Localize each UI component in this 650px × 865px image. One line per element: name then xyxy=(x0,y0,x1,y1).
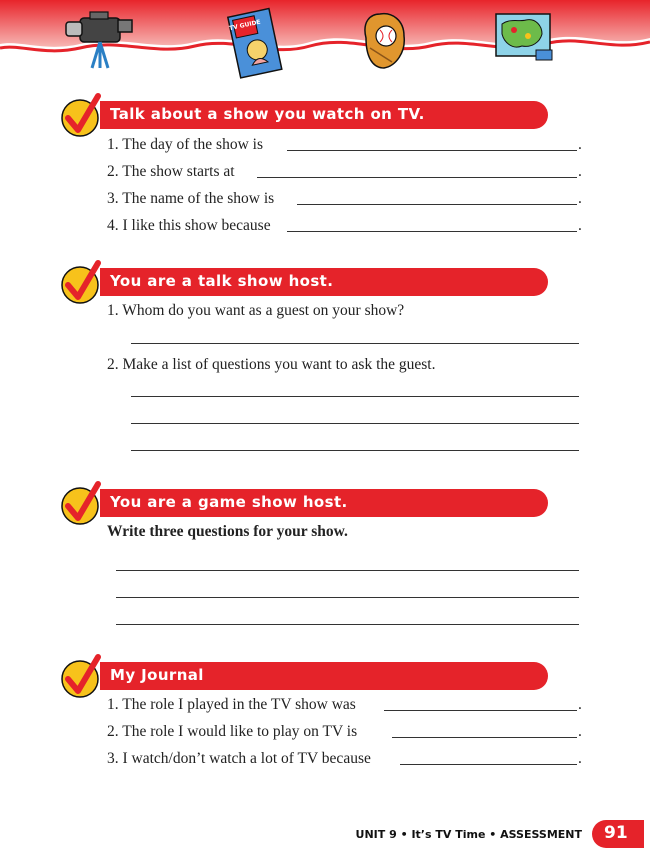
section-header xyxy=(100,489,548,517)
answer-line[interactable] xyxy=(287,150,577,151)
period: . xyxy=(578,136,582,153)
answer-line[interactable] xyxy=(257,177,577,178)
period: . xyxy=(578,750,582,767)
period: . xyxy=(578,163,582,180)
answer-line[interactable] xyxy=(400,764,577,765)
journal-item-3: 3. I watch/don’t watch a lot of TV because xyxy=(107,750,371,767)
period: . xyxy=(578,217,582,234)
period: . xyxy=(578,696,582,713)
checkmark-icon xyxy=(56,480,104,526)
section-title: Talk about a show you watch on TV. xyxy=(110,105,425,123)
question-1: 1. The day of the show is xyxy=(107,136,263,153)
answer-line[interactable] xyxy=(131,343,579,344)
checkmark-icon xyxy=(56,259,104,305)
question-1: 1. Whom do you want as a guest on your show? xyxy=(107,302,405,319)
period: . xyxy=(578,190,582,207)
answer-line[interactable] xyxy=(131,423,579,424)
period: . xyxy=(578,723,582,740)
page-number-badge xyxy=(592,820,644,848)
tv-guide-label: TV GUIDE xyxy=(228,18,262,33)
section-title: You are a talk show host. xyxy=(110,272,334,290)
instruction: Write three questions for your show. xyxy=(107,523,348,540)
map-icon xyxy=(492,10,556,64)
question-4: 4. I like this show because xyxy=(107,217,271,234)
answer-line[interactable] xyxy=(116,624,579,625)
answer-line[interactable] xyxy=(116,597,579,598)
answer-line[interactable] xyxy=(116,570,579,571)
question-3: 3. The name of the show is xyxy=(107,190,275,207)
video-camera-icon xyxy=(62,8,138,70)
answer-line[interactable] xyxy=(287,231,577,232)
answer-line[interactable] xyxy=(131,450,579,451)
answer-line[interactable] xyxy=(392,737,577,738)
question-2: 2. Make a list of questions you want to ask the guest. xyxy=(107,356,436,373)
checkmark-icon xyxy=(56,653,104,699)
section-title: My Journal xyxy=(110,666,204,684)
footer-text: UNIT 9 • It’s TV Time • ASSESSMENT xyxy=(355,828,582,841)
question-2: 2. The show starts at xyxy=(107,163,235,180)
tv-guide-magazine-icon xyxy=(226,6,286,82)
journal-item-2: 2. The role I would like to play on TV is xyxy=(107,723,358,740)
page-number: 91 xyxy=(604,823,628,843)
answer-line[interactable] xyxy=(297,204,577,205)
section-header xyxy=(100,268,548,296)
section-header xyxy=(100,662,548,690)
answer-line[interactable] xyxy=(384,710,577,711)
baseball-glove-icon xyxy=(356,8,412,74)
section-title: You are a game show host. xyxy=(110,493,348,511)
checkmark-icon xyxy=(56,92,104,138)
section-header xyxy=(100,101,548,129)
journal-item-1: 1. The role I played in the TV show was xyxy=(107,696,356,713)
answer-line[interactable] xyxy=(131,396,579,397)
